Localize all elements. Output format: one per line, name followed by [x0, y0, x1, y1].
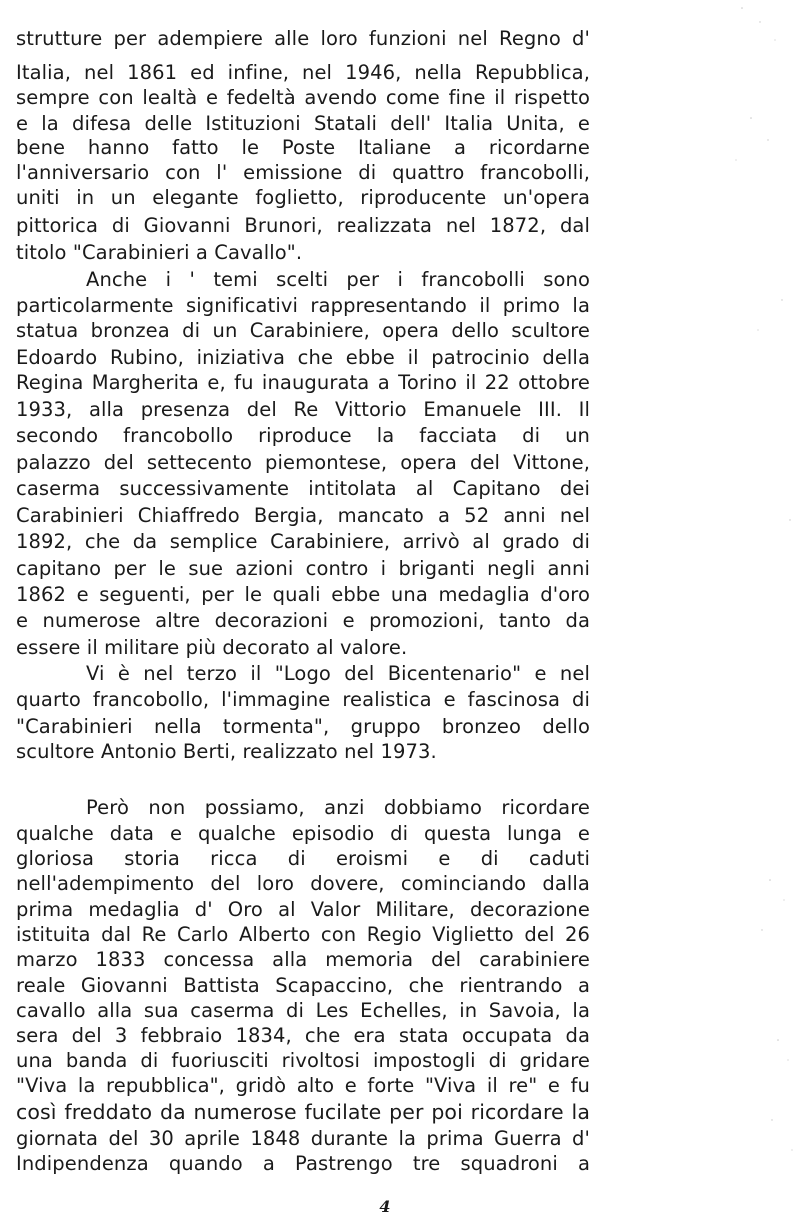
text-line: reale Giovanni Battista Scapaccino, che rientrando a — [16, 974, 590, 997]
text-line: 1892, che da semplice Carabiniere, arrivò al grado di — [16, 530, 590, 553]
text-line: Vi è nel terzo il "Logo del Bicentenario" e nel — [86, 662, 590, 685]
text-line: Carabinieri Chiaffredo Bergia, mancato a 52 anni nel — [16, 504, 590, 527]
text-line: caserma successivamente intitolata al Capitano dei — [16, 477, 590, 500]
text-line: "Carabinieri nella tormenta", gruppo bronzeo dello — [16, 715, 590, 738]
text-line: giornata del 30 aprile 1848 durante la prima Guerra d' — [16, 1127, 590, 1150]
text-line: nell'adempimento del loro dovere, cominciando dalla — [16, 872, 590, 895]
text-line: istituita dal Re Carlo Alberto con Regio Viglietto del 26 — [16, 923, 590, 946]
text-line: sempre con lealtà e fedeltà avendo come fine il rispetto — [16, 86, 590, 109]
text-line: scultore Antonio Berti, realizzato nel 1973. — [16, 740, 437, 763]
text-line: e la difesa delle Istituzioni Statali dell' Italia Unita, e — [16, 112, 590, 135]
text-line: cavallo alla sua caserma di Les Echelles, in Savoia, la — [16, 999, 590, 1022]
text-line: Edoardo Rubino, iniziativa che ebbe il patrocinio della — [16, 346, 590, 369]
text-line: particolarmente significativi rappresentando il primo la — [16, 294, 590, 317]
text-line: strutture per adempiere alle loro funzioni nel Regno d' — [16, 27, 590, 50]
text-line: marzo 1833 concessa alla memoria del carabiniere — [16, 948, 590, 971]
text-line: gloriosa storia ricca di eroismi e di caduti — [16, 847, 590, 870]
page-number: 4 — [379, 1197, 391, 1216]
text-line: Anche i ' temi scelti per i francobolli sono — [86, 268, 590, 291]
text-line: prima medaglia d' Oro al Valor Militare, decorazione — [16, 898, 590, 921]
text-line: l'anniversario con l' emissione di quattro francobolli, — [16, 161, 590, 184]
text-line: così freddato da numerose fucilate per poi ricordare la — [16, 1100, 590, 1124]
text-line: qualche data e qualche episodio di questa lunga e — [16, 822, 590, 845]
text-line: Regina Margherita e, fu inaugurata a Torino il 22 ottobre — [16, 371, 590, 394]
text-line: Però non possiamo, anzi dobbiamo ricordare — [86, 796, 590, 819]
text-line: essere il militare più decorato al valore. — [16, 636, 408, 659]
text-line: Italia, nel 1861 ed infine, nel 1946, nella Repubblica, — [16, 61, 590, 84]
text-line: quarto francobollo, l'immagine realistica e fascinosa di — [16, 688, 590, 711]
text-line: palazzo del settecento piemontese, opera del Vittone, — [16, 451, 590, 474]
text-line: capitano per le sue azioni contro i briganti negli anni — [16, 557, 590, 580]
text-line: pittorica di Giovanni Brunori, realizzata nel 1872, dal — [16, 214, 590, 237]
scan-noise-decoration — [700, 0, 800, 1226]
text-line: una banda di fuoriusciti rivoltosi impostogli di gridare — [16, 1049, 590, 1072]
text-line: titolo "Carabinieri a Cavallo". — [16, 241, 303, 264]
text-line: sera del 3 febbraio 1834, che era stata occupata da — [16, 1024, 590, 1047]
text-line: uniti in un elegante foglietto, riproducente un'opera — [16, 186, 590, 209]
text-line: 1933, alla presenza del Re Vittorio Emanuele III. Il — [16, 398, 590, 421]
text-line: "Viva la repubblica", gridò alto e forte "Viva il re" e fu — [16, 1074, 590, 1097]
text-line: bene hanno fatto le Poste Italiane a ricordarne — [16, 136, 590, 159]
text-line: statua bronzea di un Carabiniere, opera dello scultore — [16, 319, 590, 342]
text-line: e numerose altre decorazioni e promozioni, tanto da — [16, 609, 590, 632]
text-line: Indipendenza quando a Pastrengo tre squadroni a — [16, 1152, 590, 1175]
text-line: secondo francobollo riproduce la facciata di un — [16, 424, 590, 447]
text-line: 1862 e seguenti, per le quali ebbe una medaglia d'oro — [16, 583, 590, 606]
